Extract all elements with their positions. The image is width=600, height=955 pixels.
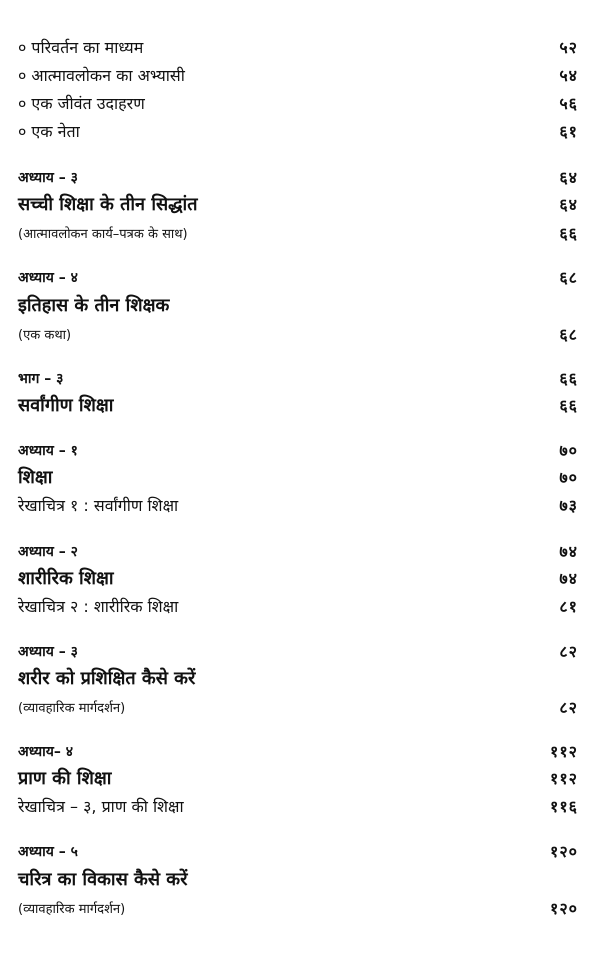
page-number: ७४ (559, 542, 578, 561)
entry-subtitle: (आत्मावलोकन कार्य–पत्रक के साथ) (18, 227, 188, 242)
toc-entry (18, 220, 578, 246)
chapter-title: सच्ची शिक्षा के तीन सिद्धांत (18, 194, 198, 215)
toc-entry (18, 895, 578, 921)
page-number: ६८ (559, 268, 578, 287)
chapter-label: अध्याय – ५ (18, 843, 78, 860)
chapter-label: अध्याय– ४ (18, 743, 73, 760)
page-number: ६१ (559, 122, 578, 141)
chapter-title: शरीर को प्रशिक्षित कैसे करें (18, 668, 196, 689)
toc-entry (18, 292, 578, 318)
page-number: ६८ (559, 325, 578, 344)
toc-entry (18, 738, 578, 764)
toc-entry (18, 464, 578, 490)
page-number: ६४ (559, 195, 578, 214)
chapter-title: शिक्षा (18, 467, 53, 488)
chapter-label: अध्याय – ३ (18, 169, 78, 186)
toc-entry (18, 765, 578, 791)
chapter-label: अध्याय – ३ (18, 643, 78, 660)
entry-subtitle: (एक कथा) (18, 328, 72, 343)
page-number: ७४ (559, 569, 578, 588)
chapter-label: अध्याय – ४ (18, 269, 78, 286)
entry-subtitle: (व्यावहारिक मार्गदर्शन) (18, 902, 126, 917)
toc-entry (18, 437, 578, 463)
page-number: १२० (550, 842, 578, 861)
toc-entry (18, 392, 578, 418)
page-number: ५६ (559, 94, 578, 113)
page-number: ८२ (559, 642, 578, 661)
entry-label: ० एक नेता (18, 122, 80, 141)
diagram-label: रेखाचित्र २ : शारीरिक शिक्षा (18, 597, 179, 616)
toc-entry (18, 492, 578, 518)
page-number: १२० (550, 899, 578, 918)
entry-label: ० परिवर्तन का माध्यम (18, 38, 144, 57)
part-title: सर्वांगीण शिक्षा (18, 395, 114, 416)
page-number: ६६ (559, 369, 578, 388)
entry-label: ० आत्मावलोकन का अभ्यासी (18, 66, 185, 85)
part-label: भाग – ३ (18, 370, 64, 387)
toc-entry (18, 321, 578, 347)
toc-entry (18, 565, 578, 591)
toc-entry (18, 164, 578, 190)
page-number: ८१ (559, 597, 578, 616)
page-number: ६६ (559, 224, 578, 243)
entry-subtitle: (व्यावहारिक मार्गदर्शन) (18, 701, 126, 716)
page-number: ११२ (550, 742, 578, 761)
toc-entry (18, 593, 578, 619)
toc-entry (18, 90, 578, 116)
page-number: ११२ (550, 769, 578, 788)
toc-entry (18, 866, 578, 892)
entry-label: ० एक जीवंत उदाहरण (18, 94, 145, 113)
page-number: ६४ (559, 168, 578, 187)
page-number: ६६ (559, 396, 578, 415)
toc-entry (18, 793, 578, 819)
page-number: ११६ (550, 797, 578, 816)
diagram-label: रेखाचित्र १ : सर्वांगीण शिक्षा (18, 496, 179, 515)
chapter-label: अध्याय – १ (18, 442, 78, 459)
toc-entry (18, 694, 578, 720)
page-number: ७० (559, 468, 578, 487)
toc-entry (18, 365, 578, 391)
toc-entry (18, 34, 578, 60)
page-number: ७० (559, 441, 578, 460)
toc-entry (18, 264, 578, 290)
toc-entry (18, 118, 578, 144)
chapter-title: चरित्र का विकास कैसे करें (18, 869, 188, 890)
chapter-title: प्राण की शिक्षा (18, 768, 112, 789)
page-number: ७३ (559, 496, 578, 515)
chapter-label: अध्याय – २ (18, 543, 78, 560)
toc-entry (18, 638, 578, 664)
chapter-title: शारीरिक शिक्षा (18, 568, 114, 589)
toc-entry (18, 62, 578, 88)
toc-entry (18, 191, 578, 217)
toc-entry (18, 838, 578, 864)
page-number: ५४ (559, 66, 578, 85)
page-number: ५२ (559, 38, 578, 57)
toc-entry (18, 538, 578, 564)
page-number: ८२ (559, 698, 578, 717)
diagram-label: रेखाचित्र – ३, प्राण की शिक्षा (18, 797, 184, 816)
toc-entry (18, 665, 578, 691)
chapter-title: इतिहास के तीन शिक्षक (18, 295, 170, 316)
